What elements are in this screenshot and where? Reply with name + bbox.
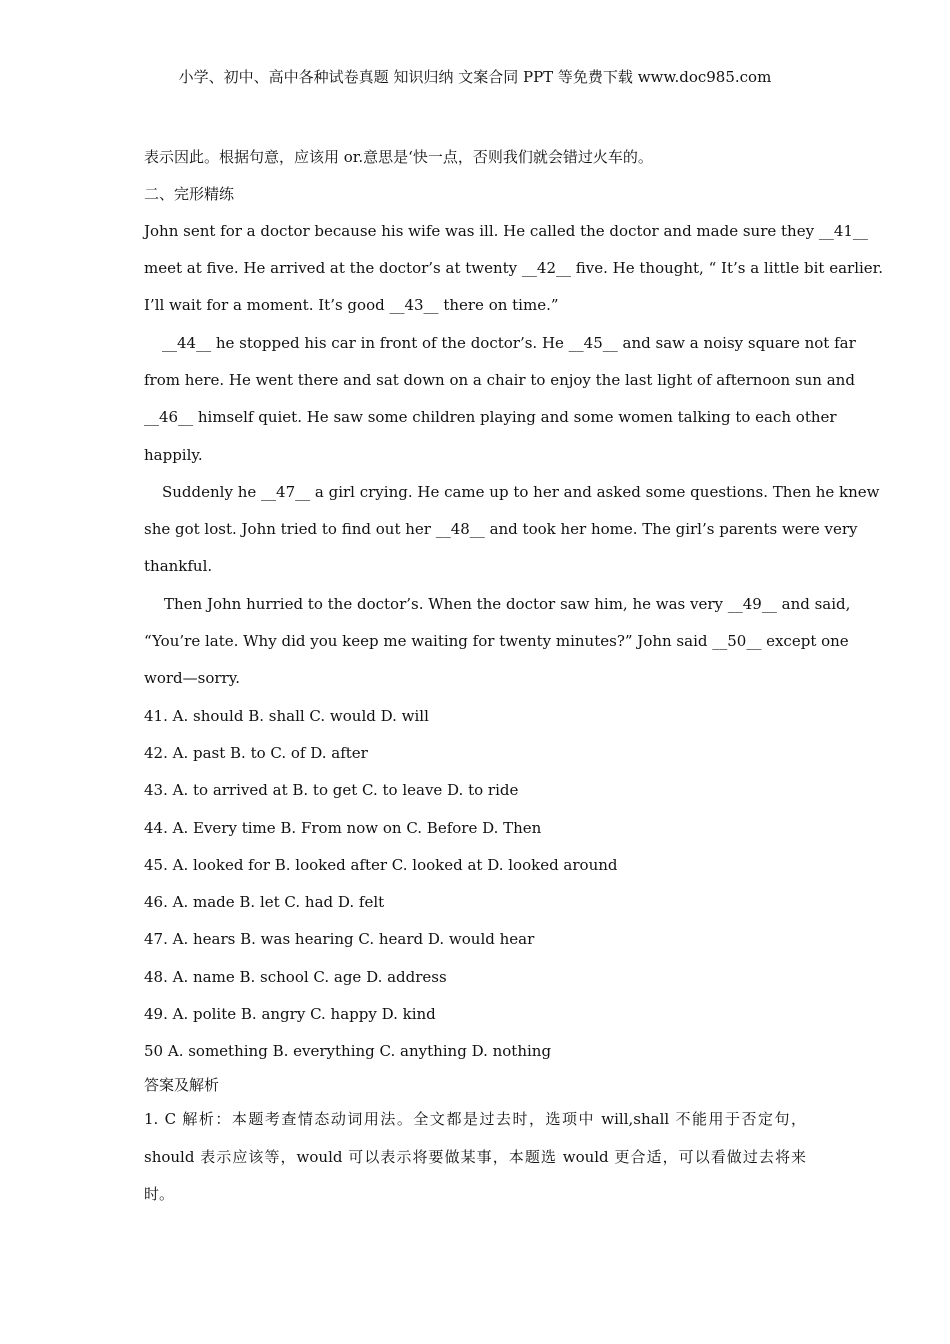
passage-line: meet at five. He arrived at the doctor’s at twenty __42__ five. He thought, “ It’s a little bit earlier. <box>144 259 883 278</box>
option-item: 42. A. past B. to C. of D. after <box>144 743 368 762</box>
page-header: 小学、初中、高中各种试卷真题 知识归纳 文案合同 PPT 等免费下载 www.doc985.com <box>178 68 772 86</box>
option-item: 44. A. Every time B. From now on C. Before D. Then <box>144 818 542 837</box>
option-item: 45. A. looked for B. looked after C. looked at D. looked around <box>144 855 618 874</box>
passage-line: __44__ he stopped his car in front of the doctor’s. He __45__ and saw a noisy square not far <box>162 333 856 352</box>
option-item: 43. A. to arrived at B. to get C. to leave D. to ride <box>144 781 519 800</box>
option-item: 41. A. should B. shall C. would D. will <box>144 706 429 725</box>
passage-line: Suddenly he __47__ a girl crying. He came up to her and asked some questions. Then he knew <box>162 482 880 501</box>
option-item: 46. A. made B. let C. had D. felt <box>144 893 385 912</box>
passage-paragraph-3 <box>144 481 880 593</box>
intro-line: 表示因此。根据句意，应该用 or.意思是‘快一点，否则我们就会错过火车的。 <box>144 148 653 166</box>
option-item: 47. A. hears B. was hearing C. heard D. would hear <box>144 930 535 949</box>
option-list <box>144 705 806 1075</box>
passage-line: I’ll wait for a moment. It’s good __43__ there on time.” <box>144 296 559 315</box>
passage-line: John sent for a doctor because his wife was ill. He called the doctor and made sure they __41__ <box>144 221 868 240</box>
passage-paragraph-2 <box>144 332 856 481</box>
option-item: 49. A. polite B. angry C. happy D. kind <box>144 1005 436 1024</box>
passage-paragraph-4 <box>144 593 851 705</box>
answer-1 <box>144 1108 806 1220</box>
passage-line: __46__ himself quiet. He saw some children playing and some women talking to each other <box>144 408 837 427</box>
answers-title: 答案及解析 <box>144 1076 220 1095</box>
option-item: 48. A. name B. school C. age D. address <box>144 967 447 986</box>
section-title: 二、完形精练 <box>144 184 235 203</box>
passage-line: word—sorry. <box>144 669 240 688</box>
answer-line: 时。 <box>144 1184 175 1203</box>
passage-paragraph-1 <box>144 220 883 332</box>
document-body <box>144 146 883 1220</box>
passage-line: Then John hurried to the doctor’s. When the doctor saw him, he was very __49__ and said, <box>164 594 851 613</box>
answer-line: should 表示应该等，would 可以表示将要做某事，本题选 would 更合适，可以看做过去将来 <box>144 1147 806 1166</box>
answer-line: 1. C 解析：本题考查情态动词用法。全文都是过去时，选项中 will,shall 不能用于否定句， <box>144 1110 806 1129</box>
option-item: 50 A. something B. everything C. anything D. nothing <box>144 1042 552 1061</box>
passage-line: she got lost. John tried to find out her __48__ and took her home. The girl’s parents were very <box>144 520 858 539</box>
passage-line: from here. He went there and sat down on a chair to enjoy the last light of afternoon sun and <box>144 370 855 389</box>
passage-line: “You’re late. Why did you keep me waiting for twenty minutes?” John said __50__ except one <box>144 632 849 651</box>
passage-line: happily. <box>144 445 203 464</box>
passage-line: thankful. <box>144 557 213 576</box>
